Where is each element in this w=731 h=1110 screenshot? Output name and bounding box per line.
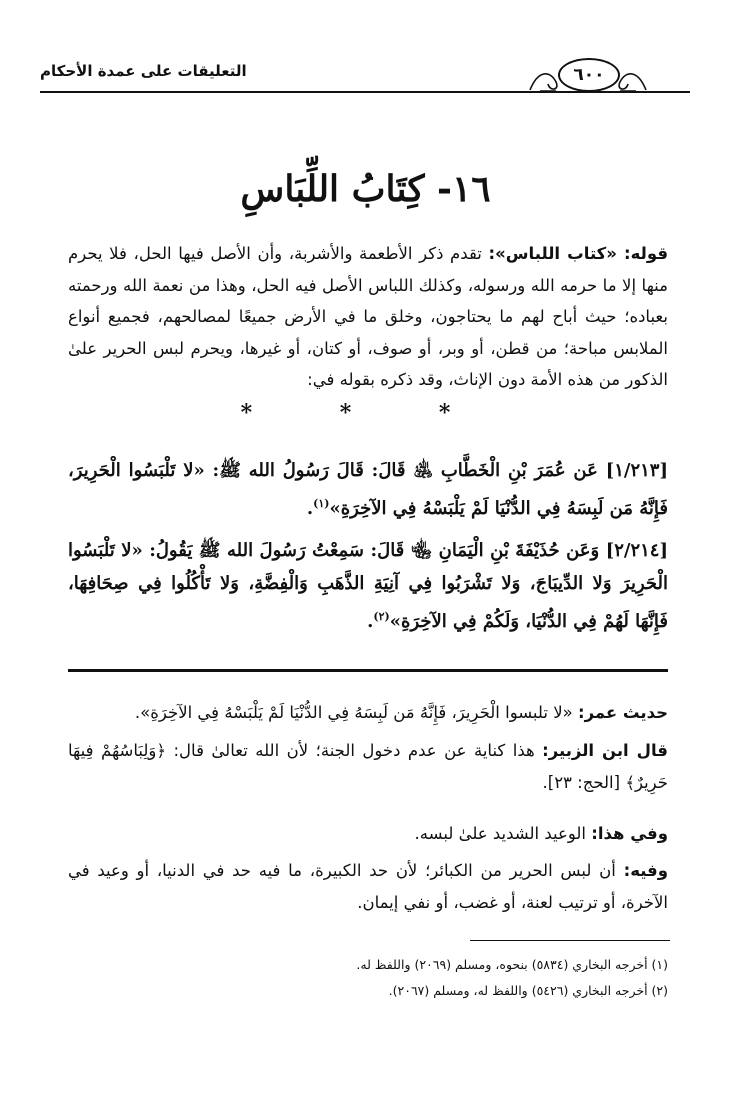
page-header: [40, 52, 690, 98]
body-divider: [68, 669, 668, 672]
footnote-ref: (٢): [373, 610, 390, 623]
comment-lead: قال ابن الزبير:: [542, 741, 668, 760]
intro-text: تقدم ذكر الأطعمة والأشربة، وأن الأصل فيها الحل، فلا يحرم منها إلا ما حرمه الله ورسوله، وكذلك اللباس الأصل فيه الحل، وهذا من نعمة الله ورحمته بعباده؛ حيث أباح لهم ما يحتاجون، وخلق ما في الأرض جميعًا لمصالحهم، فجميع أنواع الملابس مباحة؛ من قطن، أو وبر، أو صوف، أو كتان، أو غيرها، ويحرم لبس الحرير علىٰ الذكور من هذه الأمة دون الإناث، وقد ذكره بقوله في:: [68, 244, 668, 389]
page-number: ٦٠٠: [558, 58, 620, 92]
hadith-1: [١/٢١٣] عَن عُمَرَ بْنِ الْخَطَّابِ ﵁ قَالَ: قَالَ رَسُولُ الله ﷺ: «لا تَلْبَسُوا الْحَرِيرَ، فَإِنَّهُ مَن لَبِسَهُ فِي الدُّنْيَا لَمْ يَلْبَسْهُ فِي الآخِرَةِ»$^{(١)}$.: [68, 460, 668, 519]
hadith-text: [٢/٢١٤] وَعَن حُذَيْفَةَ بْنِ الْيَمَانِ ﵄ قَالَ: سَمِعْتُ رَسُولَ الله ﷺ يَقُولُ: «لا تَلْبَسُوا الْحَرِيرَ وَلا الدِّيبَاجَ، وَلا تَشْرَبُوا فِي آنِيَةِ الذَّهَبِ وَالْفِضَّةِ، وَلا تَأْكُلُوا فِي صِحَافِهَا، فَإِنَّهَا لَهُمْ فِي الدُّنْيَا، وَلَكُمْ فِي الآخِرَةِ»: [68, 540, 668, 632]
comment-2: [68, 735, 668, 799]
hadith-tail: .: [367, 611, 374, 632]
comment-lead: وفيه:: [623, 861, 668, 880]
comment-lead: حديث عمر:: [577, 703, 668, 722]
running-title: التعليقات على عمدة الأحكام: [40, 62, 247, 80]
hadith-2: [68, 534, 668, 638]
footnote-ref: (١): [313, 497, 330, 510]
footnote-2: (٢) أخرجه البخاري (٥٤٢٦) واللفظ له، ومسلم (٢٠٦٧).: [388, 983, 668, 998]
hadith-text: [١/٢١٣] عَن عُمَرَ بْنِ الْخَطَّابِ ﵁ قَالَ: قَالَ رَسُولُ الله ﷺ: «لا تَلْبَسُوا الْحَرِيرَ، فَإِنَّهُ مَن لَبِسَهُ فِي الدُّنْيَا لَمْ يَلْبَسْهُ فِي الآخِرَةِ»: [68, 460, 668, 519]
footnotes: [68, 952, 668, 1004]
intro-paragraph: [68, 238, 668, 396]
footnote-divider: [470, 940, 670, 941]
section-separator: * * *: [240, 400, 491, 426]
comment-1: [68, 697, 668, 729]
comment-4: [68, 855, 668, 919]
comment-lead: وفي هذا:: [591, 824, 668, 843]
footnote-1: (١) أخرجه البخاري (٥٨٣٤) بنحوه، ومسلم (٢٠٦٩) واللفظ له.: [356, 957, 668, 972]
comment-3: [68, 818, 668, 850]
comment-text: «لا تلبسوا الْحَرِيرَ، فَإِنَّهُ مَن لَبِسَهُ فِي الدُّنْيَا لَمْ يَلْبَسْهُ فِي الآخِرَةِ».: [134, 703, 578, 722]
intro-lead: قوله: «كتاب اللباس»:: [488, 244, 668, 263]
comment-text: هذا كناية عن عدم دخول الجنة؛ لأن الله تعالىٰ قال: ﴿وَلِبَاسُهُمْ فِيهَا حَرِيرٌ﴾ [الحج: ٢٣].: [68, 741, 668, 792]
comment-text: أن لبس الحرير من الكبائر؛ لأن حد الكبيرة، ما فيه حد في الدنيا، أو وعيد في الآخرة، أو ترتيب لعنة، أو غضب، أو نفي إيمان.: [68, 861, 668, 912]
comment-text: الوعيد الشديد علىٰ لبسه.: [414, 824, 592, 843]
chapter-title: ١٦- كِتَابُ اللِّبَاسِ: [240, 168, 491, 210]
